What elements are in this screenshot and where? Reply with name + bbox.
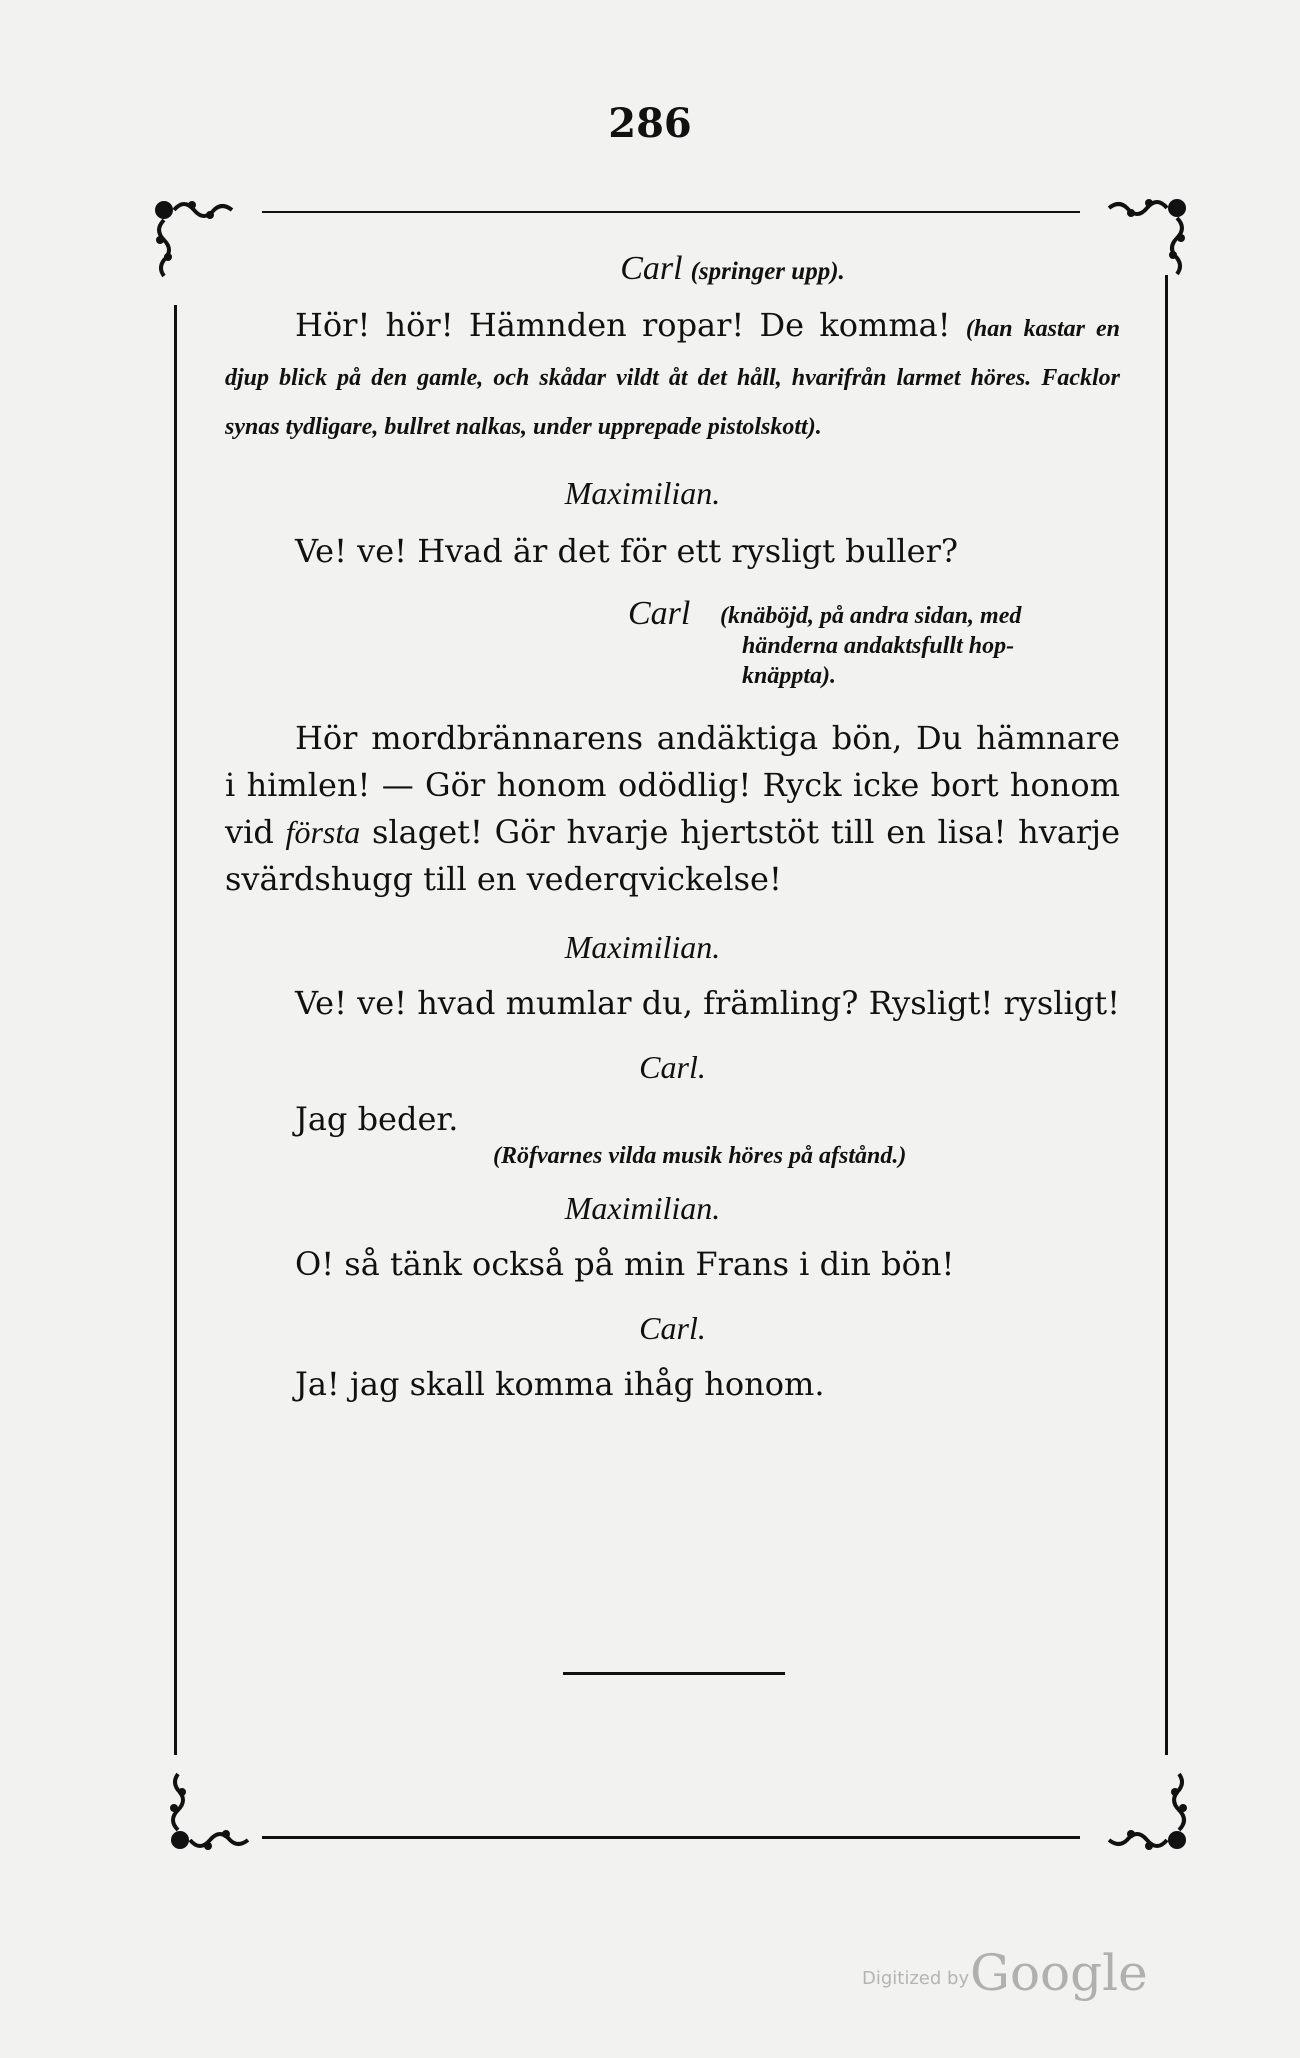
speech-text: slaget! Gör hvarje hjertstöt till en lisa! hvarje svärdshugg till en vederqvickelse! xyxy=(225,813,1121,898)
stage-direction xyxy=(720,601,1140,691)
floral-corner-icon xyxy=(160,1760,270,1860)
speech-text: Hör! hör! Hämnden ropar! De komma! xyxy=(295,306,951,344)
speech-paragraph: Jag beder. xyxy=(295,1100,459,1138)
speaker-heading xyxy=(165,1190,1120,1227)
speaker-name: Maximilian. xyxy=(564,929,721,965)
page-number: 286 xyxy=(608,100,692,147)
digitized-label: Digitized by xyxy=(862,1968,970,1989)
speaker-heading xyxy=(225,1049,1120,1086)
speech-text: Hör mordbrännarens andäktiga bön, Du hämnare i himlen! — Gör honom odödlig! Ryck icke bort honom vid xyxy=(225,719,1120,851)
frame-bottom-rule xyxy=(262,1836,1080,1839)
speaker-name: Carl xyxy=(620,250,683,287)
speech-paragraph: Ve! ve! hvad mumlar du, främling? Rysligt! rysligt! xyxy=(295,984,1120,1022)
speaker-name: Maximilian. xyxy=(564,1190,721,1226)
emphasized-word: första xyxy=(285,814,361,850)
speech-paragraph: Ja! jag skall komma ihåg honom. xyxy=(295,1365,825,1403)
frame-left-rule xyxy=(174,305,177,1755)
speaker-heading xyxy=(165,475,1120,512)
end-rule xyxy=(563,1672,785,1675)
speaker-name: Carl. xyxy=(639,1310,706,1346)
stage-direction: (springer upp). xyxy=(690,258,845,285)
speaker-name: Carl. xyxy=(639,1049,706,1085)
stage-direction: (Röfvarnes vilda musik höres på afstånd.) xyxy=(493,1143,907,1169)
frame-top-rule xyxy=(262,211,1080,213)
speaker-name: Carl xyxy=(628,595,691,632)
play-text xyxy=(225,250,1120,1408)
google-logo: Google xyxy=(970,1944,1148,2002)
frame-right-rule xyxy=(1165,275,1168,1755)
speech-paragraph xyxy=(225,302,1120,449)
stage-direction-line: händerna andaktsfullt hop- xyxy=(742,633,1015,659)
speech-paragraph xyxy=(225,715,1120,903)
speaker-heading xyxy=(225,1310,1120,1347)
speech-paragraph: Ve! ve! Hvad är det för ett rysligt buller? xyxy=(295,532,959,570)
speaker-heading xyxy=(225,595,1120,705)
speaker-heading xyxy=(345,250,1120,288)
stage-direction: (han kastar en djup blick på den gamle, och skådar vildt åt det håll, hvarifrån larmet höres. Facklor synas tydligare, bullret nalkas, under upprepade pistolskott). xyxy=(225,316,1121,440)
floral-corner-icon xyxy=(1085,1760,1195,1860)
stage-direction-line: knäppta). xyxy=(742,663,837,689)
speaker-name: Maximilian. xyxy=(564,475,721,511)
speaker-heading xyxy=(165,929,1120,966)
stage-direction-line: (knäböjd, på andra sidan, med xyxy=(720,603,1022,629)
speech-paragraph: O! så tänk också på min Frans i din bön! xyxy=(295,1245,955,1283)
